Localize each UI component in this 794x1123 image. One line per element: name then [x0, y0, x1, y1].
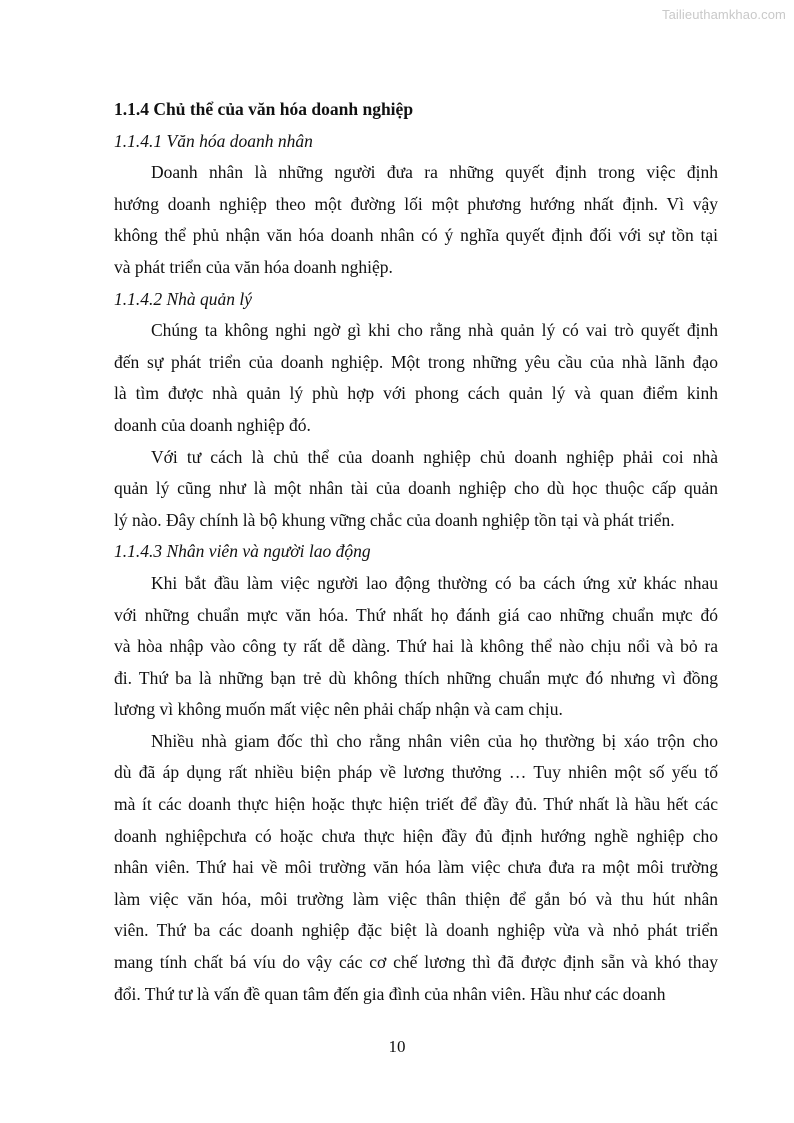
text-line: quản lý cũng như là một nhân tài của doanh nghiệp cho dù học thuộc cấp quản	[114, 478, 718, 499]
text-line: không thể phủ nhận văn hóa doanh nhân có ý nghĩa quyết định đối với sự tồn tại	[114, 225, 718, 246]
text-line: Doanh nhân là những người đưa ra những quyết định trong việc định	[151, 162, 718, 183]
document-page	[114, 94, 718, 1010]
text-line: mà ít các doanh thực hiện hoặc thực hiện triết để đầy đủ. Thứ nhất là hầu hết các	[114, 794, 718, 815]
text-line: Nhiều nhà giam đốc thì cho rằng nhân viên của họ thường bị xáo trộn cho	[151, 730, 718, 751]
text-line: và hòa nhập vào công ty rất dễ dàng. Thứ hai là không thể nào chịu nổi và bỏ ra	[114, 636, 718, 657]
text-line: mang tính chất bá víu do vậy các cơ chế lương thì đã được định sẵn và khó thay	[114, 952, 718, 973]
text-line: đi. Thứ ba là những bạn trẻ dù không thích những chuẩn mực đó nhưng vì đồng	[114, 667, 718, 688]
text-line: doanh nghiệpchưa có hoặc chưa thực hiện đầy đủ định hướng nghề nghiệp cho	[114, 825, 718, 846]
text-line: hướng doanh nghiệp theo một đường lối một phương hướng nhất định. Vì vậy	[114, 193, 718, 214]
text-line: Với tư cách là chủ thể của doanh nghiệp chủ doanh nghiệp phải coi nhà	[151, 446, 718, 467]
text-line: đến sự phát triển của doanh nghiệp. Một trong những yêu cầu của nhà lãnh đạo	[114, 351, 718, 372]
text-line: Khi bắt đầu làm việc người lao động thường có ba cách ứng xử khác nhau	[151, 572, 718, 593]
text-line: lý nào. Đây chính là bộ khung vững chắc của doanh nghiệp tồn tại và phát triển.	[114, 509, 675, 530]
text-line: và phát triển của văn hóa doanh nghiệp.	[114, 256, 393, 277]
document-content	[114, 126, 718, 1011]
paragraph	[114, 442, 718, 537]
text-line: với những chuẩn mực văn hóa. Thứ nhất họ đánh giá cao những chuẩn mực đó	[114, 604, 718, 625]
paragraph	[114, 726, 718, 1010]
paragraph	[114, 568, 718, 726]
text-line: làm việc văn hóa, môi trường làm việc thân thiện để gắn bó và thu hút nhân	[114, 888, 718, 909]
text-line: đổi. Thứ tư là vấn đề quan tâm đến gia đình của nhân viên. Hầu như các doanh	[114, 983, 666, 1004]
page-number: 10	[388, 1037, 406, 1056]
paragraph	[114, 157, 718, 283]
section-title: 1.1.4 Chủ thể của văn hóa doanh nghiệp	[114, 99, 414, 119]
text-line: viên. Thứ ba các doanh nghiệp đặc biệt là doanh nghiệp vừa và nhỏ phát triển	[114, 920, 718, 941]
text-line: doanh của doanh nghiệp đó.	[114, 414, 311, 435]
text-line: nhân viên. Thứ hai về môi trường văn hóa làm việc chưa đưa ra một môi trường	[114, 857, 718, 878]
text-line: lương vì không muốn mất việc nên phải chấp nhận và cam chịu.	[114, 699, 563, 720]
text-line: là tìm được nhà quản lý phù hợp với phong cách quản lý và quan điểm kinh	[114, 383, 718, 404]
subsection-title: 1.1.4.1 Văn hóa doanh nhân	[114, 130, 313, 151]
text-line: Chúng ta không nghi ngờ gì khi cho rằng nhà quản lý có vai trò quyết định	[151, 320, 718, 341]
subsection-title: 1.1.4.2 Nhà quản lý	[114, 288, 253, 309]
watermark: Tailieuthamkhao.com	[661, 7, 786, 22]
subsection-title: 1.1.4.3 Nhân viên và người lao động	[114, 541, 371, 562]
paragraph	[114, 315, 718, 441]
text-line: dù đã áp dụng rất nhiều biện pháp về lương thưởng … Tuy nhiên một số yếu tố	[114, 762, 718, 783]
